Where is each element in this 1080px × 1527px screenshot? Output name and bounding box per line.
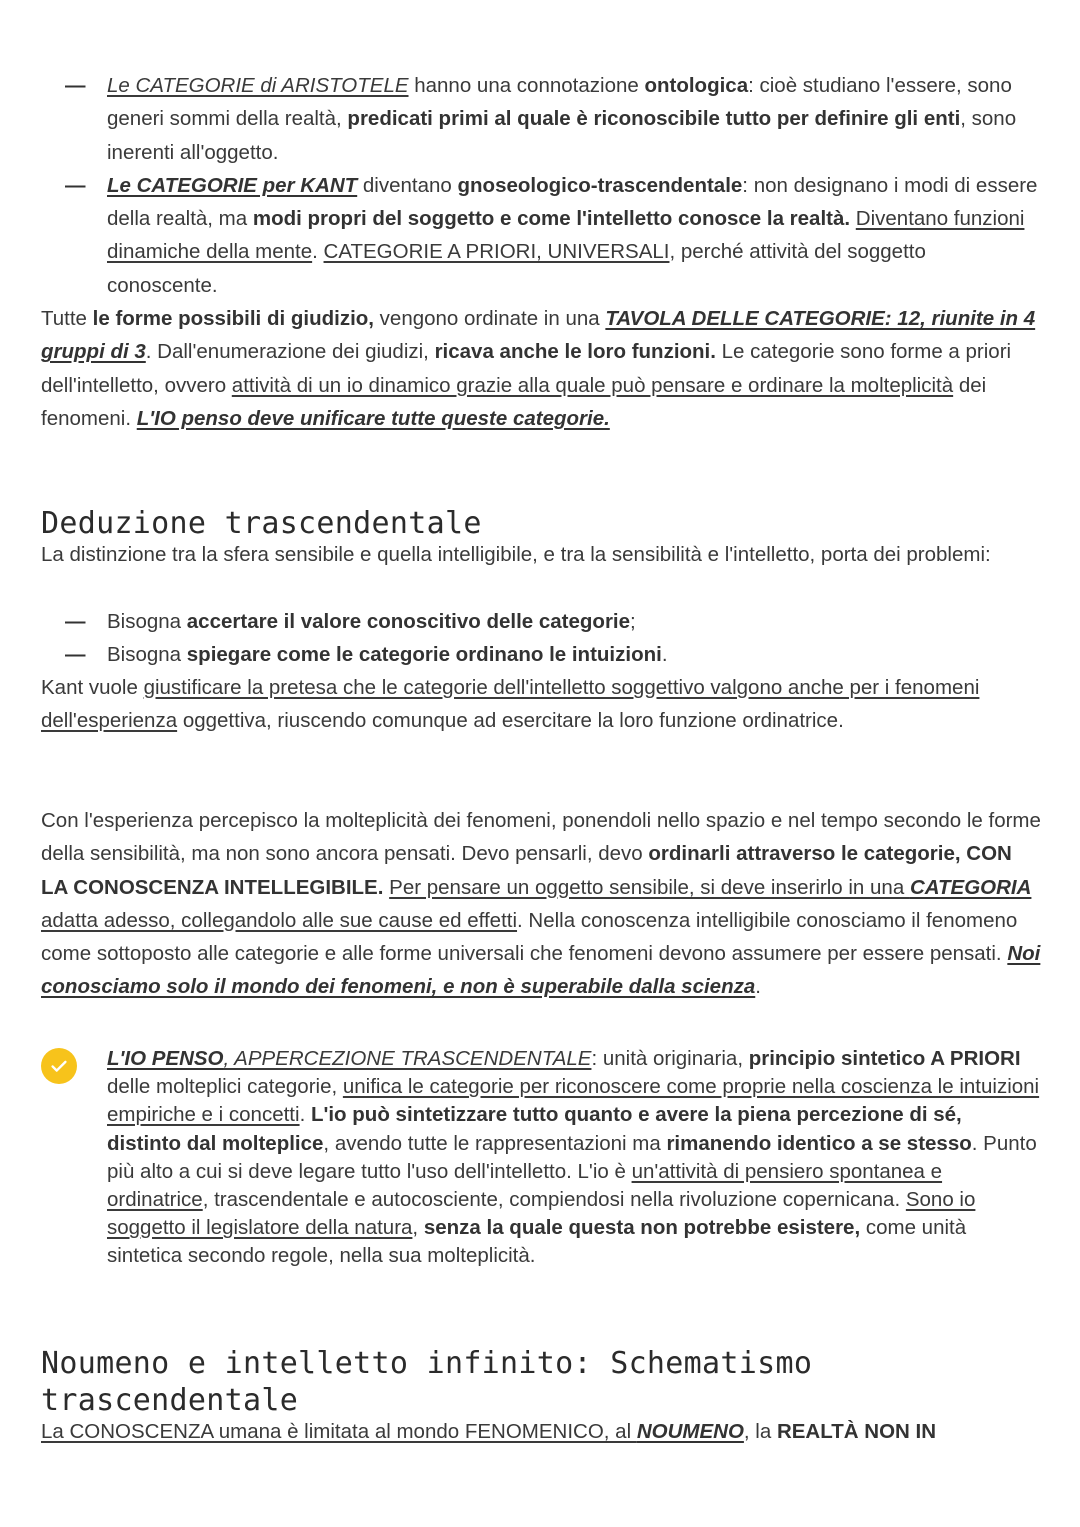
experience-paragraph: Con l'esperienza percepisco la molteplicità dei fenomeni, ponendoli nello spazio e nel tempo secondo le forme della sensibilità, ma non sono ancora pensati. Devo pensarli, devo ordinarli attraverso le categorie, CON LA CONOSCENZA INTELLEGIBILE. Per pensare un oggetto sensibile, si deve inserirlo in una CATEGORIA adatta adesso, collegandolo alle sue cause ed effetti. Nella conoscenza intelligibile conosciamo il fenomeno come sottoposto alle categorie e alle forme universali che fenomeni devono assumere per essere pensati. Noi conosciamo solo il mondo dei fenomeni, e non è superabile dalla scienza. — [41, 809, 1041, 999]
noumeno-paragraph: La CONOSCENZA umana è limitata al mondo FENOMENICO, al NOUMENO, la REALTÀ NON IN — [41, 1420, 937, 1443]
check-icon — [41, 1048, 77, 1084]
categories-table-paragraph: Tutte le forme possibili di giudizio, vengono ordinate in una TAVOLA DELLE CATEGORIE: 12, riunite in 4 gruppi di 3. Dall'enumerazione dei giudizi, ricava anche le loro funzioni. Le categorie sono forme a priori dell'intelletto, ovvero attività di un io dinamico grazie alla quale può pensare e ordinare la molteplicità dei fenomeni. L'IO penso deve unificare tutte queste categorie. — [41, 307, 1036, 430]
section-heading: Noumeno e intelletto infinito: Schematismo trascendentale — [41, 1346, 813, 1418]
kant-justification-paragraph: Kant vuole giustificare la pretesa che le categorie dell'intelletto soggettivo valgono anche per i fenomeni dell'esperienza oggettiva, riuscendo comunque ad esercitare la loro funzione ordinatrice. — [41, 676, 980, 733]
section-heading: Deduzione trascendentale — [41, 506, 482, 541]
list-item: — Le CATEGORIE di ARISTOTELE hanno una connotazione ontologica: cioè studiano l'essere, sono generi sommi della realtà, predicati primi al quale è riconoscibile tutto per definire gli enti, sono inerenti all'oggetto. — [41, 69, 1041, 169]
dash-bullet-icon: — — [65, 74, 86, 97]
list-item: — Bisogna spiegare come le categorie ordinano le intuizioni. — [41, 638, 1041, 671]
dash-bullet-icon: — — [65, 643, 86, 667]
callout-text: L'IO PENSO, APPERCEZIONE TRASCENDENTALE: unità originaria, principio sintetico A PRIORI delle molteplici categorie, unifica le categorie per riconoscere come proprie nella coscienza le intuizioni empiriche e i concetti. L'io può sintetizzare tutto quanto e avere la piena percezione di sé, distinto dal molteplice, avendo tutte le rappresentazioni ma rimanendo identico a se stesso. Punto più alto a cui si deve legare tutto l'uso dell'intelletto. L'io è un'attività di pensiero spontanea e ordinatrice, trascendentale e autocosciente, compiendosi nella rivoluzione copernicana. Sono io soggetto il legislatore della natura, senza la quale questa non potrebbe esistere, come unità sintetica secondo regole, nella sua molteplicità. — [107, 1047, 1040, 1268]
dash-bullet-icon: — — [65, 173, 86, 197]
problems-list — [41, 605, 1041, 672]
list-item: — Le CATEGORIE per KANT diventano gnoseologico-trascendentale: non designano i modi di essere della realtà, ma modi propri del soggetto e come l'intelletto conosce la realtà. Diventano funzioni dinamiche della mente. CATEGORIE A PRIORI, UNIVERSALI, perché attività del soggetto conoscente. — [41, 169, 1041, 302]
problems-intro-paragraph: La distinzione tra la sfera sensibile e quella intelligibile, e tra la sensibilità e l'intelletto, porta dei problemi: — [41, 543, 991, 566]
callout-io-penso — [41, 1045, 1041, 1271]
dash-bullet-icon: — — [65, 610, 86, 633]
aristotle-kant-list — [41, 69, 1041, 302]
list-item: — Bisogna accertare il valore conoscitivo delle categorie; — [41, 605, 1041, 638]
